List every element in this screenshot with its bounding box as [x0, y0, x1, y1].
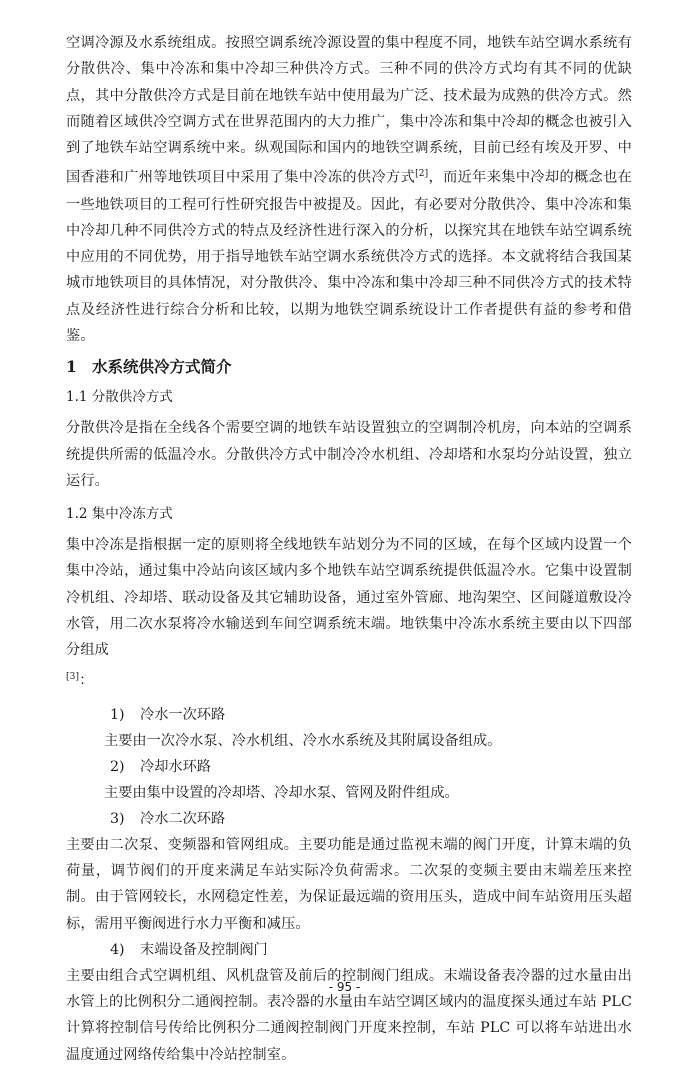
- list-number: 4): [110, 941, 125, 958]
- list-item-3-desc: 主要由二次泵、变频器和管网组成。主要功能是通过监视末端的阀门开度，计算末端的负荷量，调节阀们的开度来满足车站实际冷负荷需求。二次泵的变频主要由末端差压来控制。由于管网较长，水网稳定性差，为保证最远端的资用压头，造成中间车站资用压头超标，需用平衡阀进行水力平衡和减压。: [66, 836, 632, 932]
- intro-text: 空调冷源及水系统组成。按照空调系统冷源设置的集中程度不同，地铁车站空调水系统有分散供冷、集中冷冻和集中冷却三种供冷方式。三种不同的供冷方式均有其不同的优缺点，其中分散供冷方式是目前在地铁车站中使用最为广泛、技术最为成熟的供冷方式。然而随着区域供冷空调方式在世界范围内的大力推广，集中冷冻和集中冷却的概念也被引入到了地铁车站空调系统中来。纵观国际和国内的地铁空调系统，目前已经有埃及开罗、中国香港和广州等地铁项目中采用了集中冷冻的供冷方式: [66, 35, 632, 187]
- citation-3: [3]: [66, 671, 80, 682]
- section-title: 水系统供冷方式简介: [92, 357, 232, 377]
- list-item-4: [66, 937, 632, 963]
- list-item-3: [66, 806, 632, 832]
- list-item-1-desc: 主要由一次冷水泵、冷水机组、冷水水系统及其附属设备组成。: [104, 732, 502, 749]
- section-number: 1: [66, 357, 77, 377]
- list-item-2-desc: 主要由集中设置的冷却塔、冷却水泵、管网及附件组成。: [104, 784, 459, 801]
- intro-text-rest: ，而近年来集中冷却的概念也在一些地铁项目的工程可行性研究报告中被提及。因此，有必要对分散供冷、集中冷冻和集中冷却几种不同供冷方式的特点及经济性进行深入的分析，以探究其在地铁车站空调系统中应用的不同优势，用于指导地铁车站空调水系统供冷方式的选择。本文就将结合我国某城市地铁项目的具体情况，对分散供冷、集中冷冻和集中冷却三种不同供冷方式的技术特点及经济性进行综合分析和比较，以期为地铁空调系统设计工作者提供有益的参考和借鉴。: [66, 170, 632, 344]
- list-title: 冷水二次环路: [140, 810, 226, 827]
- subsection-1-2-paragraph: [66, 532, 632, 694]
- list-number: 2): [110, 758, 125, 775]
- subsection-1-2-text: 集中冷冻是指根据一定的原则将全线地铁车站划分为不同的区域，在每个区域内设置一个集中冷站，通过集中冷站向该区域内多个地铁车站空调系统提供低温冷水。它集中设置制冷机组、冷却塔、联动设备及其它辅助设备，通过室外管廊、地沟架空、区间隧道敷设冷水管，用二次水泵将冷水输送到车间空调系统末端。地铁集中冷冻水系统主要由以下四部分组成: [66, 537, 632, 659]
- subsection-1-1-paragraph: 分散供冷是指在全线各个需要空调的地铁车站设置独立的空调制冷机房，向本站的空调系统提供所需的低温冷水。分散供冷方式中制冷冷水机组、冷却塔和水泵均分站设置，独立运行。: [66, 420, 632, 489]
- citation-2: [2]: [415, 169, 429, 180]
- list-item-1: [66, 702, 632, 728]
- subsection-1-1-heading: 1.1 分散供冷方式: [66, 389, 173, 406]
- intro-paragraph: [66, 30, 632, 349]
- section-heading: [66, 355, 632, 379]
- list-item-4-desc: 主要由组合式空调机组、风机盘管及前后的控制阀门组成。末端设备表冷器的过水量由出水管上的比例积分二通阀控制。表冷器的水量由车站空调区域内的温度探头通过车站 PLC 计算将控制信号传给比例积分二通阀控制阀门开度来控制，车站 PLC 可以将车站进出水温度通过网络传给集中冷站控制室。: [66, 967, 632, 1063]
- list-item-2: [66, 754, 632, 780]
- list-number: 1): [110, 706, 125, 723]
- page-number: - 95 -: [328, 980, 361, 994]
- colon: ：: [79, 672, 94, 689]
- document-page: [66, 30, 632, 1068]
- list-number: 3): [110, 810, 125, 827]
- list-title: 冷却水环路: [140, 758, 211, 775]
- list-title: 末端设备及控制阀门: [140, 941, 268, 958]
- list-title: 冷水一次环路: [140, 706, 226, 723]
- subsection-1-2-heading: 1.2 集中冷冻方式: [66, 506, 173, 523]
